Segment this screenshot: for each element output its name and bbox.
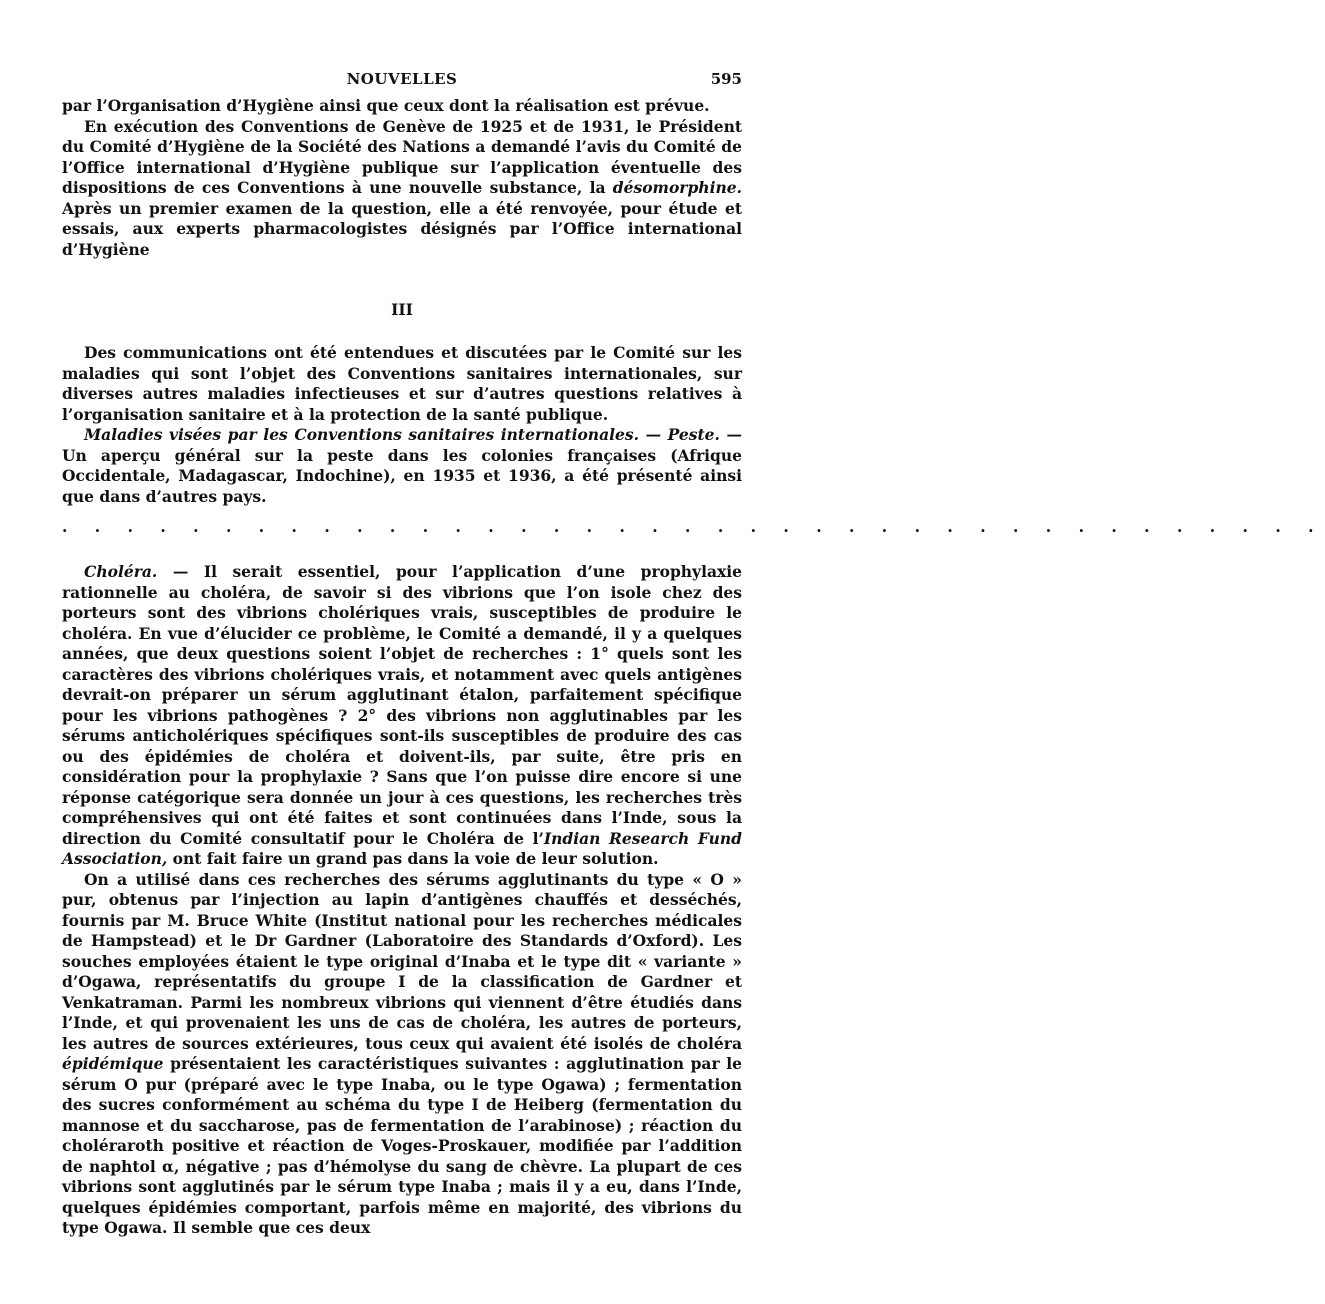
emphasis-peste: Maladies visées par les Conventions sanitaires internationales. — Peste. <box>84 425 720 444</box>
paragraph-continued: par l’Organisation d’Hygiène ainsi que ceux dont la réalisation est prévue. <box>62 96 710 115</box>
running-head: NOUVELLES <box>346 70 458 88</box>
emphasis-epidemique: épidémique <box>62 1054 164 1073</box>
paragraph-desomorphine <box>62 117 742 261</box>
paragraph-peste <box>62 425 742 507</box>
paragraph-cholera <box>62 562 742 870</box>
page-header <box>62 66 742 96</box>
document-page <box>62 66 1325 1239</box>
emphasis-indian-research: Indian Research Fund Association, <box>62 828 742 868</box>
paragraph-communications: Des communications ont été entendues et discutées par le Comité sur les maladies qui sont l’objet des Conventions sanitaires internationales, sur diverses autres maladies infectieuses et sur d’autres questions relatives à l’organisation sanitaire et à la protection de la santé publique. <box>62 343 742 424</box>
ellipsis-separator: . . . . . . . . . . . . . . . . . . . . . . . . . . . . . . . . . . . . . . . <box>62 517 1325 536</box>
text-run: ont fait faire un grand pas dans la voie de leur solution. <box>167 849 659 868</box>
paragraph-serums <box>62 870 742 1239</box>
text-run: Après un premier examen de la question, elle a été renvoyée, pour étude et essais, aux experts pharmacologistes désignés par l’Office international d’Hygiène <box>62 198 742 259</box>
text-run: — Un aperçu général sur la peste dans les colonies françaises (Afrique Occidentale, Madagascar, Indochine), en 1935 et 1936, a été présenté ainsi que dans d’autres pays. <box>62 425 742 506</box>
text-run: présentaient les caractéristiques suivantes : agglutination par le sérum O pur (préparé avec le type Inaba, ou le type Ogawa) ; fermentation des sucres conformément au schéma du type I de Heiberg (fermentation du mannose et du saccharose, pas de fermentation de l’arabinose) ; réaction du choléraroth positive et réaction de Voges-Proskauer, modifiée par l’addition de naphtol α, négative ; pas d’hémolyse du sang de chèvre. La plupart de ces vibrions sont agglutinés par le sérum type Inaba ; mais il y a eu, dans l’Inde, quelques épidémies comportant, parfois même en majorité, des vibrions du type Ogawa. Il semble que ces deux <box>62 1054 742 1237</box>
text-run: On a utilisé dans ces recherches des sérums agglutinants du type « O » pur, obtenus par l’injection au lapin d’antigènes chauffés et desséchés, fournis par M. Bruce White (Institut national pour les recherches médicales de Hampstead) et le Dr Gardner (Laboratoire des Standards d’Oxford). Les souches employées étaient le type original d’Inaba et le type dit « variante » d’Ogawa, représentatifs du groupe I de la classification de Gardner et Venkatraman. Parmi les nombreux vibrions qui viennent d’être étudiés dans l’Inde, et qui provenaient les uns de cas de choléra, les autres de porteurs, les autres de sources extérieures, tous ceux qui avaient été isolés de choléra <box>62 869 742 1053</box>
emphasis-cholera: Choléra. <box>84 562 158 581</box>
section-heading: III <box>391 300 413 319</box>
page-number: 595 <box>710 70 742 88</box>
emphasis-desomorphine: désomorphine. <box>612 178 742 197</box>
text-run: En exécution des Conventions de Genève de 1925 et de 1931, le Président du Comité d’Hygiène de la Société des Nations a demandé l’avis du Comité de l’Office international d’Hygiène publique sur l’application éventuelle des dispositions de ces Conventions à une nouvelle substance, la <box>62 116 742 197</box>
text-run: — Il serait essentiel, pour l’application d’une prophylaxie rationnelle au choléra, de savoir si des vibrions que l’on isole chez des porteurs sont des vibrions cholériques vrais, susceptibles de produire le choléra. En vue d’élucider ce problème, le Comité a demandé, il y a quelques années, que deux questions soient l’objet de recherches : 1° quels sont les caractères des vibrions cholériques vrais, et notamment avec quels antigènes devrait-on préparer un sérum agglutinant étalon, parfaitement spécifique pour les vibrions pathogènes ? 2° des vibrions non agglutinables par les sérums anticholériques spécifiques sont-ils susceptibles de produire des cas ou des épidémies de choléra et doivent-ils, par suite, être pris en considération pour la prophylaxie ? Sans que l’on puisse dire encore si une réponse catégorique sera donnée un jour à ces questions, les recherches très compréhensives qui ont été faites et sont continuées dans l’Inde, sous la direction du Comité consultatif pour le Choléra de l’ <box>62 562 742 848</box>
